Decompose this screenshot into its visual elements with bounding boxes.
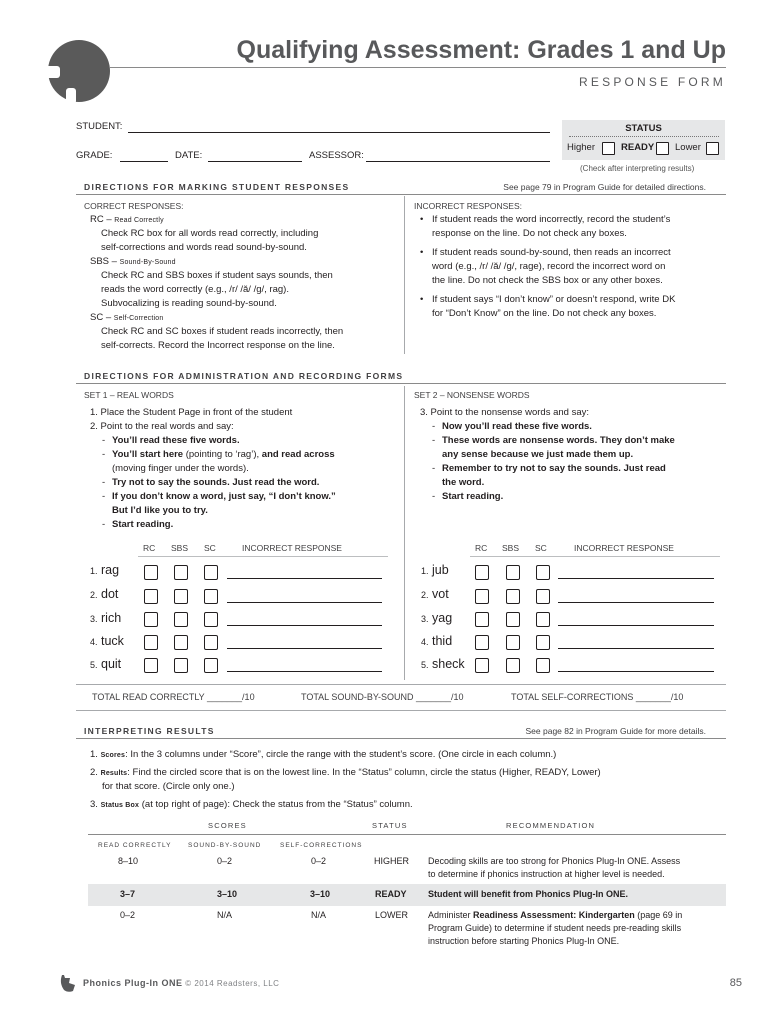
row-ready-band [88, 884, 726, 906]
rc-line-1: Check RC box for all words read correctly, including [101, 228, 319, 239]
sbs-line-3: Subvocalizing is reading sound-by-sound. [101, 298, 277, 309]
set1-heading: SET 1 – REAL WORDS [84, 390, 174, 400]
set2-word-4: 4. thid [421, 634, 453, 648]
set2-heading: SET 2 – NONSENSE WORDS [414, 390, 530, 400]
sc-definition-heading: SC – Self-Correction [90, 312, 164, 323]
correct-heading: CORRECT RESPONSES: [84, 201, 184, 211]
set1-line-6: But I’d like you to try. [112, 505, 208, 516]
incorrect-bullet-3-line-2: for “Don’t Know” on the line. Do not check any boxes. [432, 308, 657, 319]
col-sc: SC [535, 543, 547, 553]
sc-checkbox[interactable] [204, 635, 218, 650]
status-note: (Check after interpreting results) [580, 164, 695, 173]
rc-checkbox[interactable] [144, 565, 158, 580]
col-sbs: SBS [171, 543, 189, 553]
sc-checkbox[interactable] [536, 565, 550, 580]
sc-checkbox[interactable] [536, 589, 550, 604]
table-sub-rc: READ CORRECTLY [98, 842, 172, 849]
dash: - [432, 463, 436, 474]
rc-checkbox[interactable] [144, 658, 158, 673]
col-incorrect: INCORRECT RESPONSE [574, 543, 674, 553]
set2-word-2: 2. vot [421, 587, 449, 601]
student-field[interactable] [128, 132, 550, 133]
sbs-line-1: Check RC and SBS boxes if student says sounds, then [101, 270, 333, 281]
totals-rule-bottom [76, 710, 726, 711]
logo-notch [66, 88, 76, 104]
set2-line-5: the word. [442, 477, 485, 488]
incorrect-bullet-3-line-1: If student says “I don’t know” or doesn’t respond, write DK [432, 294, 676, 305]
dash: - [102, 491, 106, 502]
sc-line-1: Check RC and SC boxes if student reads incorrectly, then [101, 326, 344, 337]
dash: - [102, 519, 106, 530]
table-rule [88, 834, 726, 835]
row-higher-rec-2: to determine if phonics instruction at higher level is needed. [428, 869, 665, 879]
row-lower-sc: N/A [311, 910, 327, 920]
row-ready-status: READY [375, 889, 407, 899]
set1-word-2: 2. dot [90, 587, 119, 601]
sbs-checkbox[interactable] [174, 635, 188, 650]
row-higher-sbs: 0–2 [217, 856, 233, 866]
set2-line-1: Now you’ll read these five words. [442, 421, 592, 432]
row-lower-rec-2: Program Guide) to determine if student needs pre-reading skills [428, 923, 682, 933]
dash: - [432, 435, 436, 446]
col-incorrect: INCORRECT RESPONSE [242, 543, 342, 553]
incorrect-bullet-2-line-1: If student reads sound-by-sound, then reads an incorrect [432, 247, 671, 258]
sc-checkbox[interactable] [204, 589, 218, 604]
status-ready-checkbox[interactable] [656, 142, 669, 155]
dash: - [432, 491, 436, 502]
rc-checkbox[interactable] [144, 635, 158, 650]
sc-line-2: self-corrects. Record the Incorrect response on the line. [101, 340, 335, 351]
sbs-checkbox[interactable] [506, 658, 520, 673]
interpret-heading: INTERPRETING RESULTS [84, 726, 215, 736]
header-rule [110, 67, 726, 68]
interpret-step-2: 2. Results: Find the circled score that is on the lowest line. In the “Status” column, circle the status (Higher, READY, Lower) [90, 767, 601, 778]
row-lower-rc: 0–2 [120, 910, 136, 920]
rc-definition-heading: RC – Read Correctly [90, 214, 164, 225]
sc-checkbox[interactable] [536, 658, 550, 673]
col-head-rule [138, 556, 388, 557]
col-sc: SC [204, 543, 216, 553]
set2-step-3: 3. Point to the nonsense words and say: [420, 407, 589, 418]
row-ready-sbs: 3–10 [217, 889, 238, 899]
status-title: STATUS [625, 123, 662, 134]
sbs-checkbox[interactable] [506, 589, 520, 604]
row-lower-rec-1: Administer Readiness Assessment: Kindergarten (page 69 in [428, 910, 683, 920]
brand-logo-icon [58, 972, 80, 994]
table-head-scores: SCORES [208, 821, 247, 830]
set1-step-2: 2. Point to the real words and say: [90, 421, 234, 432]
table-sub-sbs: SOUND-BY-SOUND [188, 842, 262, 849]
bullet-icon: • [420, 247, 424, 258]
dash: - [102, 449, 106, 460]
date-field[interactable] [208, 161, 302, 162]
sc-checkbox[interactable] [204, 565, 218, 580]
sbs-line-2: reads the word correctly (e.g., /r/ /ă/ /g/, rag). [101, 284, 289, 295]
row-higher-rec-1: Decoding skills are too strong for Phonics Plug-In ONE. Assess [428, 856, 681, 866]
interpret-step-3: 3. Status Box (at top right of page): Check the status from the “Status” column. [90, 799, 413, 810]
student-label: STUDENT: [76, 121, 123, 132]
row-lower-sbs: N/A [217, 910, 233, 920]
section-rule [76, 194, 726, 195]
row-ready-sc: 3–10 [310, 889, 331, 899]
set1-word-1: 1. rag [90, 563, 120, 577]
status-lower-checkbox[interactable] [706, 142, 719, 155]
set2-word-5: 5. sheck [421, 657, 465, 671]
set1-line-7: Start reading. [112, 519, 174, 530]
set1-word-5: 5. quit [90, 657, 122, 671]
incorrect-bullet-2-line-3: the line. Do not check the SBS box or any other boxes. [432, 275, 663, 286]
incorrect-response-line[interactable] [558, 648, 714, 649]
interpret-step-1: 1. Scores: In the 3 columns under “Score”, circle the range with the student’s score. (One circle in each column.) [90, 749, 557, 760]
row-higher-status: HIGHER [374, 856, 410, 866]
incorrect-response-line[interactable] [558, 578, 714, 579]
footer-brand: Phonics Plug-In ONE © 2014 Readsters, LLC [83, 978, 280, 988]
totals-rule-top [76, 684, 726, 685]
table-head-status: STATUS [372, 821, 408, 830]
logo-notch [44, 66, 60, 78]
sc-checkbox[interactable] [204, 612, 218, 627]
set1-line-1: You’ll read these five words. [112, 435, 240, 446]
page-number: 85 [729, 977, 742, 989]
col-rc: RC [143, 543, 156, 553]
incorrect-response-line[interactable] [558, 671, 714, 672]
incorrect-bullet-1-line-2: response on the line. Do not check any boxes. [432, 228, 627, 239]
col-head-rule [470, 556, 720, 557]
set1-line-2: You’ll start here (pointing to ‘rag’), and read across [112, 449, 335, 460]
set1-word-3: 3. rich [90, 611, 122, 625]
col-sbs: SBS [502, 543, 520, 553]
incorrect-response-line[interactable] [227, 625, 382, 626]
sc-checkbox[interactable] [204, 658, 218, 673]
sbs-checkbox[interactable] [506, 612, 520, 627]
rc-checkbox[interactable] [475, 635, 489, 650]
grade-field[interactable] [120, 161, 168, 162]
rc-checkbox[interactable] [144, 612, 158, 627]
dash: - [432, 421, 436, 432]
date-label: DATE: [175, 150, 203, 161]
status-ready-label: READY [621, 142, 655, 153]
set2-line-4: Remember to try not to say the sounds. Just read [442, 463, 666, 474]
status-lower-label: Lower [675, 142, 701, 153]
sbs-checkbox[interactable] [506, 635, 520, 650]
marking-heading: DIRECTIONS FOR MARKING STUDENT RESPONSES [84, 182, 350, 192]
rc-checkbox[interactable] [475, 612, 489, 627]
page-subtitle: RESPONSE FORM [579, 75, 726, 89]
section-rule [76, 738, 726, 739]
status-divider [569, 136, 719, 137]
incorrect-response-line[interactable] [227, 578, 382, 579]
bullet-icon: • [420, 294, 424, 305]
rc-checkbox[interactable] [144, 589, 158, 604]
sbs-checkbox[interactable] [174, 612, 188, 627]
incorrect-response-line[interactable] [227, 602, 382, 603]
set1-step-1: 1. Place the Student Page in front of the student [90, 407, 293, 418]
sbs-checkbox[interactable] [174, 589, 188, 604]
row-ready-rc: 3–7 [120, 889, 136, 899]
column-divider [404, 386, 405, 680]
total-read-correctly: TOTAL READ CORRECTLY _______/10 [92, 692, 255, 702]
row-lower-status: LOWER [375, 910, 409, 920]
incorrect-response-line[interactable] [558, 602, 714, 603]
incorrect-bullet-2-line-2: word (e.g., /r/ /ă/ /g/, rage), record the incorrect word on [432, 261, 666, 272]
set1-line-5: If you don’t know a word, just say, “I don’t know.” [112, 491, 336, 502]
total-self-corrections: TOTAL SELF-CORRECTIONS _______/10 [511, 692, 684, 702]
row-higher-rc: 8–10 [118, 856, 139, 866]
incorrect-response-line[interactable] [558, 625, 714, 626]
col-rc: RC [475, 543, 488, 553]
row-lower-rec-3: instruction before starting Phonics Plug-In ONE. [428, 936, 620, 946]
dash: - [102, 435, 106, 446]
rc-checkbox[interactable] [475, 589, 489, 604]
grade-label: GRADE: [76, 150, 113, 161]
sc-checkbox[interactable] [536, 612, 550, 627]
sbs-checkbox[interactable] [174, 658, 188, 673]
rc-checkbox[interactable] [475, 565, 489, 580]
row-ready-rec: Student will benefit from Phonics Plug-In ONE. [428, 889, 629, 899]
incorrect-response-line[interactable] [227, 671, 382, 672]
sc-checkbox[interactable] [536, 635, 550, 650]
dash: - [102, 477, 106, 488]
marking-note: See page 79 in Program Guide for detailed directions. [503, 182, 706, 192]
status-higher-checkbox[interactable] [602, 142, 615, 155]
incorrect-bullet-1-line-1: If student reads the word incorrectly, record the student’s [432, 214, 671, 225]
column-divider [404, 196, 405, 354]
interpret-note: See page 82 in Program Guide for more details. [525, 726, 706, 736]
assessor-field[interactable] [366, 161, 550, 162]
set1-line-3: (moving finger under the words). [112, 463, 249, 474]
status-higher-label: Higher [567, 142, 595, 153]
rc-line-2: self-corrections and words read sound-by-sound. [101, 242, 307, 253]
rc-checkbox[interactable] [475, 658, 489, 673]
table-head-recommendation: RECOMMENDATION [506, 821, 596, 830]
set2-word-3: 3. yag [421, 611, 453, 625]
set1-line-4: Try not to say the sounds. Just read the word. [112, 477, 320, 488]
row-higher-sc: 0–2 [311, 856, 327, 866]
set2-line-3: any sense because we just made them up. [442, 449, 634, 460]
incorrect-heading: INCORRECT RESPONSES: [414, 201, 523, 211]
total-sound-by-sound: TOTAL SOUND-BY-SOUND _______/10 [301, 692, 464, 702]
set2-line-2: These words are nonsense words. They don’t make [442, 435, 675, 446]
section-rule [76, 383, 726, 384]
incorrect-response-line[interactable] [227, 648, 382, 649]
sbs-checkbox[interactable] [174, 565, 188, 580]
admin-heading: DIRECTIONS FOR ADMINISTRATION AND RECORDING FORMS [84, 371, 404, 381]
sbs-definition-heading: SBS – Sound-By-Sound [90, 256, 176, 267]
sbs-checkbox[interactable] [506, 565, 520, 580]
set1-word-4: 4. tuck [90, 634, 124, 648]
page-title: Qualifying Assessment: Grades 1 and Up [236, 36, 726, 64]
interpret-step-2-cont: for that score. (Circle only one.) [102, 781, 235, 792]
assessor-label: ASSESSOR: [309, 150, 364, 161]
set2-line-6: Start reading. [442, 491, 504, 502]
set2-word-1: 1. jub [421, 563, 449, 577]
table-sub-sc: SELF-CORRECTIONS [280, 842, 363, 849]
bullet-icon: • [420, 214, 424, 225]
